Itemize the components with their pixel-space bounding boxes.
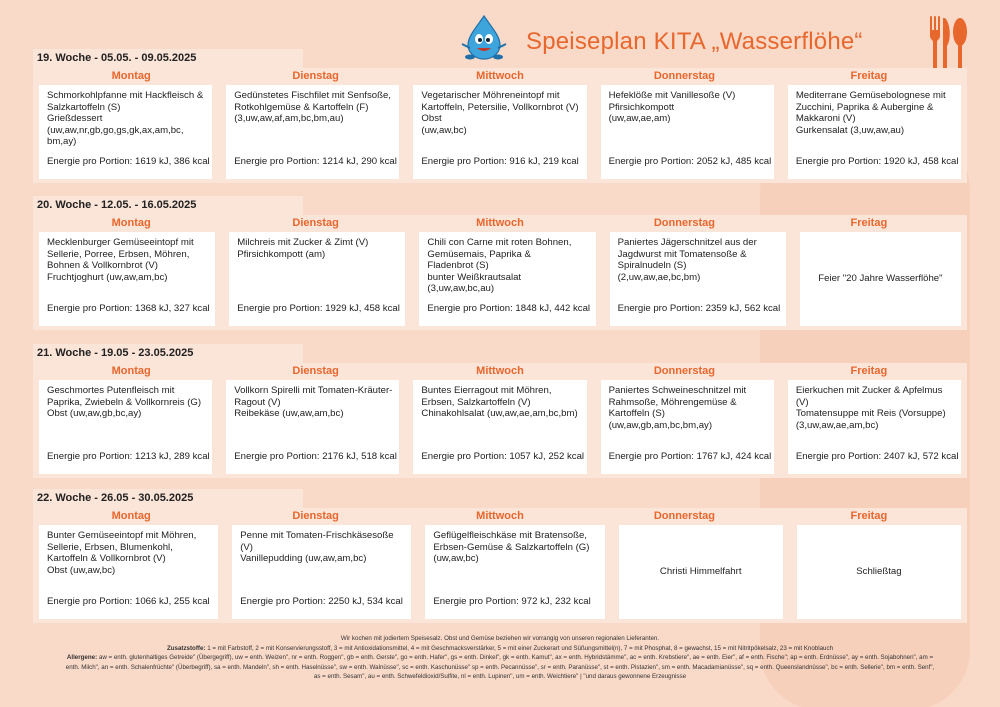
meal-card: [229, 232, 405, 326]
meal-energy: Energie pro Portion: 2176 kJ, 518 kcal: [234, 450, 397, 462]
meal-energy: Energie pro Portion: 2407 kJ, 572 kcal: [795, 450, 959, 462]
week-label: 22. Woche - 26.05 - 30.05.2025: [33, 489, 303, 508]
day-header-montag: Montag: [111, 365, 151, 377]
week-label: 20. Woche - 12.05. - 16.05.2025: [33, 196, 303, 215]
additives-label: Zusatzstoffe:: [166, 644, 206, 652]
additives-text: 1 = mit Farbstoff, 2 = mit Konservierungsstoff, 3 = mit Antioxidationsmittel, 4 = mit Geschmacksverstärker, 5 = mit einer Zuckerart und Süßungsmittel(n), 7 = mit Phosphat, 8 = gewachst, 15 = mit Nitritpökelsalz, 23 = mit Knoblauch: [207, 644, 834, 652]
day-cards: [39, 525, 961, 619]
allergens-line: as = enth. Sesam", au = enth. Schwefeldioxid/Sulfite, nl = enth. Lupinen", um = enth. Weichtiere" | "und daraus gewonnene Erzeugnisse: [313, 673, 687, 681]
day-header-montag: Montag: [111, 70, 151, 82]
day-header-donnerstag: Donnerstag: [653, 510, 715, 522]
day-header-freitag: Freitag: [850, 510, 888, 522]
meal-energy: Energie pro Portion: 1920 kJ, 458 kcal: [795, 155, 959, 167]
day-headers: [39, 215, 961, 232]
meal-dish: Bunter Gemüseeintopf mit Möhren, Sellerie, Erbsen, Blumenkohl, Kartoffeln & Vollkornbrot (V) Obst (uw,aw,bc): [47, 530, 197, 576]
meal-dish: Buntes Eierragout mit Möhren, Erbsen, Salzkartoffeln (V) Chinakohlsalat (uw,aw,ae,am,bc,bm): [421, 385, 578, 419]
meal-energy: Energie pro Portion: 1848 kJ, 442 kcal: [427, 302, 591, 314]
meal-energy: Energie pro Portion: 972 kJ, 232 kcal: [433, 595, 591, 607]
meal-energy: Energie pro Portion: 1619 kJ, 386 kcal: [47, 155, 210, 167]
meal-card: [601, 380, 774, 474]
day-header-freitag: Freitag: [850, 70, 888, 82]
meal-energy: Energie pro Portion: 1929 kJ, 458 kcal: [237, 302, 400, 314]
meal-energy: Energie pro Portion: 1057 kJ, 252 kcal: [421, 450, 585, 462]
special-day-text: Schließtag: [856, 566, 902, 578]
meal-dish: Geschmortes Putenfleisch mit Paprika, Zwiebeln & Vollkornreis (G) Obst (uw,aw,gb,bc,ay): [47, 385, 202, 419]
day-header-freitag: Freitag: [850, 217, 888, 229]
day-header-donnerstag: Donnerstag: [653, 70, 715, 82]
special-day-card: [619, 525, 783, 619]
allergens-label: Allergene:: [66, 654, 98, 662]
week-body: [33, 215, 967, 330]
meal-dish: Gedünstetes Fischfilet mit Senfsoße, Rotkohlgemüse & Kartoffeln (F) (3,uw,aw,af,am,bc,bm,au): [234, 90, 391, 124]
meal-dish: Penne mit Tomaten-Frischkäsesoße (V) Vanillepudding (uw,aw,am,bc): [240, 530, 394, 564]
allergens-line: enth. Milch", an = enth. Schalenfrüchte" (Überbegriff), sa = enth. Mandeln", sh = enth. Haselnüsse", sw = enth. Walnüsse", sc = enth. Kaschunüsse" sp = enth. Pecannüsse", sr = enth. Paranüsse", st = enth. Pistazien", sm = enth. Macadamianüsse", sq = enth. Queenslandnüsse", bc = enth. Sellerie", bm = enth. Senf",: [65, 663, 935, 671]
day-header-mittwoch: Mittwoch: [476, 510, 524, 522]
meal-energy: Energie pro Portion: 1066 kJ, 255 kcal: [47, 595, 210, 607]
week-section: [33, 344, 967, 478]
meal-dish: Mediterrane Gemüsebolognese mit Zucchini, Paprika & Aubergine & Makkaroni (V) Gurkensalat (3,uw,aw,au): [795, 90, 946, 136]
meal-card: [39, 525, 218, 619]
meal-energy: Energie pro Portion: 2250 kJ, 534 kcal: [240, 595, 403, 607]
week-label: 19. Woche - 05.05. - 09.05.2025: [33, 49, 303, 68]
meal-card: [413, 85, 586, 179]
allergens-line: [30, 653, 970, 663]
meal-card: [39, 380, 212, 474]
meal-dish: Chili con Carne mit roten Bohnen, Gemüsemais, Paprika & Fladenbrot (S) bunter Weißkrautsalat (3,uw,aw,bc,au): [427, 237, 572, 294]
meal-card: [232, 525, 411, 619]
week-body: [33, 68, 967, 183]
meal-dish: Paniertes Jägerschnitzel aus der Jagdwurst mit Tomatensoße & Spiralnudeln (S) (2,uw,aw,ae,bc,bm): [617, 237, 757, 283]
meal-energy: Energie pro Portion: 1213 kJ, 289 kcal: [47, 450, 210, 462]
week-section: [33, 49, 967, 183]
meal-card: [419, 232, 595, 326]
day-header-dienstag: Dienstag: [292, 365, 339, 377]
meal-dish: Vollkorn Spirelli mit Tomaten-Kräuter- Ragout (V) Reibekäse (uw,aw,am,bc): [234, 385, 393, 419]
day-header-donnerstag: Donnerstag: [653, 217, 715, 229]
day-header-dienstag: Dienstag: [292, 70, 339, 82]
legend-footer: [30, 634, 970, 682]
meal-card: [413, 380, 586, 474]
special-day-card: [797, 525, 961, 619]
footer-intro: Wir kochen mit jodiertem Speisesalz. Obst und Gemüse beziehen wir vorrangig von unseren regionalen Lieferanten.: [340, 635, 660, 642]
day-headers: [39, 68, 961, 85]
meal-energy: Energie pro Portion: 1214 kJ, 290 kcal: [234, 155, 397, 167]
meal-card: [39, 232, 215, 326]
page-title: Speiseplan KITA „Wasserflöhe“: [526, 28, 863, 55]
day-header-dienstag: Dienstag: [292, 510, 339, 522]
meal-card: [39, 85, 212, 179]
meal-energy: Energie pro Portion: 916 kJ, 219 kcal: [421, 155, 579, 167]
day-header-freitag: Freitag: [850, 365, 888, 377]
meal-energy: Energie pro Portion: 1767 kJ, 424 kcal: [608, 450, 772, 462]
day-headers: [39, 508, 961, 525]
meal-card: [601, 85, 774, 179]
special-day-text: Christi Himmelfahrt: [659, 566, 742, 578]
allergens-text: aw = enth. glutenhaltiges Getreide" (Übergegriff), uw = enth. Weizen", nr = enth. Roggen", gb = enth. Gerste", go = enth. Hafer", gs = enth. Dinkel", gk = enth. Kamut", ax = enth. Hybridstämme", ac = enth. Krebstiere", ae = enth. Eier", af = enth. Fische"; ap = enth. Erdnüsse", ay = enth. Sojabohnen", am =: [98, 654, 934, 662]
meal-dish: Schmorkohlpfanne mit Hackfleisch & Salzkartoffeln (S) Grießdessert (uw,aw,nr,gb,go,gs,gk,ax,am,bc, bm,ay): [47, 90, 204, 147]
week-section: [33, 196, 967, 330]
meal-card: [226, 380, 399, 474]
meal-dish: Mecklenburger Gemüseeintopf mit Sellerie, Porree, Erbsen, Möhren, Bohnen & Vollkornbrot (V) Fruchtjoghurt (uw,aw,am,bc): [47, 237, 194, 283]
additives-line: [30, 644, 970, 654]
day-header-dienstag: Dienstag: [292, 217, 339, 229]
meal-card: [425, 525, 604, 619]
day-cards: [39, 232, 961, 326]
week-body: [33, 508, 967, 623]
meal-dish: Vegetarischer Möhreneintopf mit Kartoffeln, Petersilie, Vollkornbrot (V) Obst (uw,aw,bc): [421, 90, 579, 136]
special-day-text: Feier "20 Jahre Wasserflöhe": [818, 273, 943, 285]
special-day-card: [800, 232, 961, 326]
meal-energy: Energie pro Portion: 2359 kJ, 562 kcal: [617, 302, 781, 314]
day-header-montag: Montag: [111, 510, 151, 522]
meal-dish: Hefeklöße mit Vanillesoße (V) Pfirsichkompott (uw,aw,ae,am): [608, 90, 736, 124]
meal-card: [610, 232, 786, 326]
day-cards: [39, 380, 961, 474]
meal-card: [226, 85, 399, 179]
meal-energy: Energie pro Portion: 1368 kJ, 327 kcal: [47, 302, 210, 314]
meal-card: [788, 380, 961, 474]
day-header-donnerstag: Donnerstag: [653, 365, 715, 377]
day-headers: [39, 363, 961, 380]
meal-card: [788, 85, 961, 179]
meal-dish: Eierkuchen mit Zucker & Apfelmus (V) Tomatensuppe mit Reis (Vorsuppe) (3,uw,aw,ae,am,bc): [795, 385, 946, 431]
meal-dish: Milchreis mit Zucker & Zimt (V) Pfirsichkompott (am): [237, 237, 369, 260]
day-cards: [39, 85, 961, 179]
meal-dish: Paniertes Schweineschnitzel mit Rahmsoße, Möhrengemüse & Kartoffeln (S) (uw,aw,gb,am,bc,bm,ay): [608, 385, 747, 431]
week-body: [33, 363, 967, 478]
day-header-mittwoch: Mittwoch: [476, 365, 524, 377]
day-header-mittwoch: Mittwoch: [476, 70, 524, 82]
meal-dish: Geflügelfleischkäse mit Bratensoße, Erbsen-Gemüse & Salzkartoffeln (G) (uw,aw,bc): [433, 530, 590, 564]
week-section: [33, 489, 967, 623]
meal-energy: Energie pro Portion: 2052 kJ, 485 kcal: [608, 155, 772, 167]
week-label: 21. Woche - 19.05 - 23.05.2025: [33, 344, 303, 363]
day-header-montag: Montag: [111, 217, 151, 229]
day-header-mittwoch: Mittwoch: [476, 217, 524, 229]
